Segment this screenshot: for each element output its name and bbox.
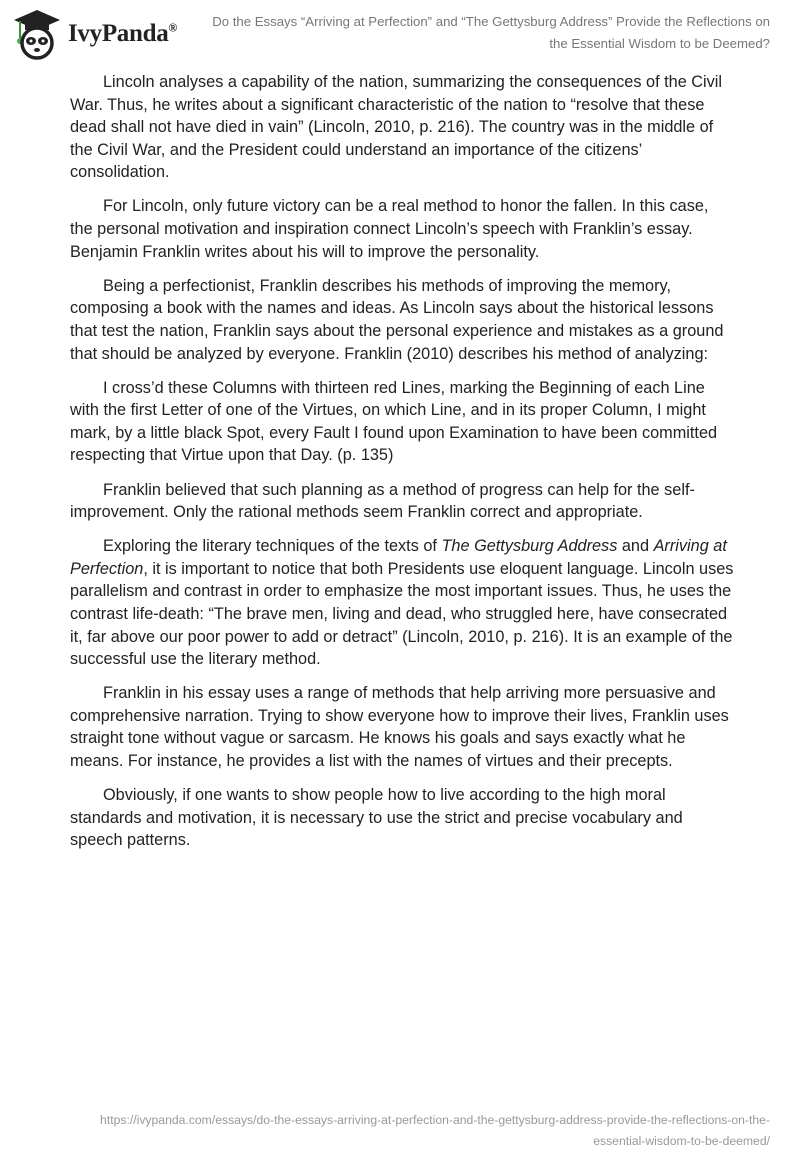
ivypanda-logo[interactable] <box>12 8 177 60</box>
document-title: Do the Essays “Arriving at Perfection” and “The Gettysburg Address” Provide the Reflections on the Essential Wisdom to be Deemed? <box>212 14 770 51</box>
paragraph: Being a perfectionist, Franklin describes his methods of improving the memory, composing a book with the names and ideas. As Lincoln says about the historical lessons that test the nation, Franklin says about the personal experience and mistakes as a ground that should be analyzed by everyone. Franklin (2010) describes his method of analyzing: <box>70 276 724 363</box>
text-segment: , it is important to notice that both Presidents use eloquent language. Lincoln uses parallelism and contrast in order to emphasize the most important issues. Thus, he uses the contrast life-death: “The brave men, living and dead, who struggled here, have consecrated it, far above our poor power to add or detract” (Lincoln, 2010, p. 216). It is an example of the successful use the literary method. <box>70 559 734 669</box>
logo-text: IvyPanda® <box>68 20 178 47</box>
paragraph: Obviously, if one wants to show people how to live according to the high moral standards and motivation, it is necessary to use the strict and precise vocabulary and speech patterns. <box>70 786 683 850</box>
panda-graduate-icon <box>12 8 62 60</box>
text-segment: and <box>617 537 654 556</box>
paragraph: For Lincoln, only future victory can be a real method to honor the fallen. In this case, the personal motivation and inspiration connect Lincoln’s speech with Franklin’s essay. Benjamin Franklin writes about his will to improve the personality. <box>70 197 709 261</box>
title-italic: The Gettysburg Address <box>441 537 618 556</box>
text-segment: Exploring the literary techniques of the texts of <box>103 537 442 556</box>
paragraph: Lincoln analyses a capability of the nation, summarizing the consequences of the Civil War. Thus, he writes about a significant characteristic of the nation to “resolve that these dead shall not have died in vain” (Lincoln, 2010, p. 216). The country was in the middle of the Civil War, and the President could understand an importance of the citizens’ consolidation. <box>70 73 723 182</box>
paragraph <box>70 535 734 671</box>
essay-body <box>70 71 734 863</box>
source-url[interactable]: https://ivypanda.com/essays/do-the-essays-arriving-at-perfection-and-the-gettysburg-address-provide-the-reflections-on-the-essential-wisdom-to-be-deemed/ <box>100 1113 770 1148</box>
title-italic: Arriving at Perfection <box>70 537 727 578</box>
block-quote: I cross’d these Columns with thirteen red Lines, marking the Beginning of each Line with the first Letter of one of the Virtues, on which Line, and in its proper Column, I might mark, by a little black Spot, every Fault I found upon Examination to have been committed respecting that Virtue upon that Day. (p. 135) <box>70 378 718 465</box>
paragraph: Franklin in his essay uses a range of methods that help arriving more persuasive and comprehensive narration. Trying to show everyone how to improve their lives, Franklin uses straight tone without vague or sarcasm. He knows his goals and says exactly what he means. For instance, he provides a list with the names of virtues and their precepts. <box>70 684 729 771</box>
paragraph: Franklin believed that such planning as a method of progress can help for the self-improvement. Only the rational methods seem Franklin correct and appropriate. <box>70 480 695 522</box>
